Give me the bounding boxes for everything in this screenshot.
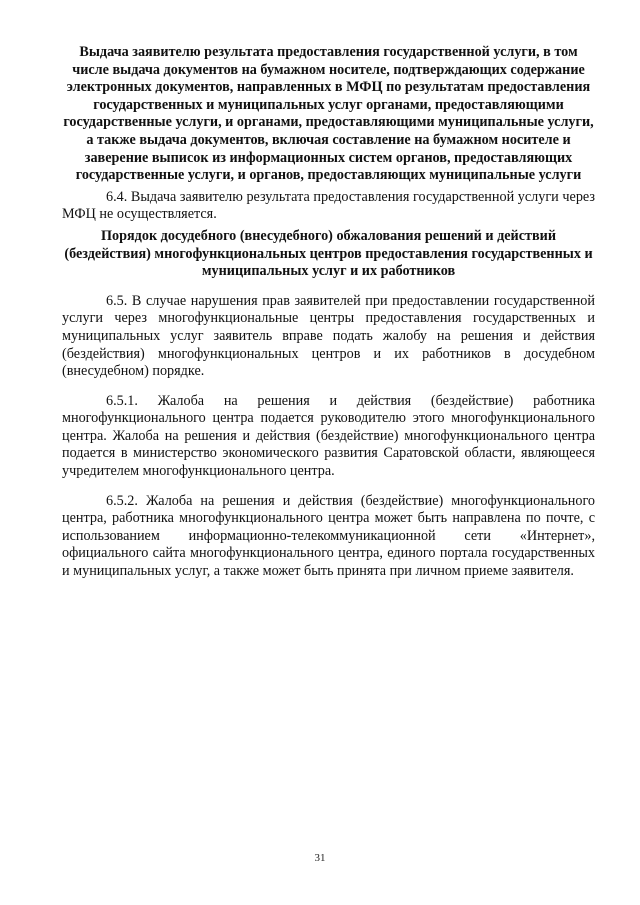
section-heading-result-issuance: Выдача заявителю результата предоставления государственной услуги, в том числе выдача документов на бумажном носителе, подтверждающих содержание электронных документов, направленных в МФЦ по результатам предоставления государственных и муниципальных услуг органами, предоставляющими государственные услуги, и органами, предоставляющими муниципальные услуги, а также выдача документов, включая составление на бумажном носителе и заверение выписок из информационных систем органов, предоставляющих государственные услуги, и органов, предоставляющих муниципальные услуги (63, 44, 594, 184)
paragraph-6-5-2: 6.5.2. Жалоба на решения и действия (бездействие) многофункционального центра, работника многофункционального центра может быть направлена по почте, с использованием информационно-телекоммуникационной сети «Интернет», официального сайта многофункционального центра, единого портала государственных и муниципальных услуг, а также может быть принята при личном приеме заявителя. (62, 492, 595, 580)
page-content (62, 44, 595, 581)
paragraph-6-4: 6.4. Выдача заявителю результата предоставления государственной услуги через МФЦ не осуществляется. (62, 188, 595, 223)
section-heading-appeal-procedure: Порядок досудебного (внесудебного) обжалования решений и действий (бездействия) многофункциональных центров предоставления государственных и муниципальных услуг и их работников (64, 227, 593, 280)
paragraph-6-5-1: 6.5.1. Жалоба на решения и действия (бездействие) работника многофункционального центра подается руководителю этого многофункционального центра. Жалоба на решения и действия (бездействие) многофункционального центра подается в министерство экономического развития Саратовской области, являющееся учредителем многофункционального центра. (62, 392, 595, 480)
paragraph-6-5: 6.5. В случае нарушения прав заявителей при предоставлении государственной услуги через многофункциональные центры предоставления государственных и муниципальных услуг заявитель вправе подать жалобу на решения и действия (бездействия) многофункциональных центров и их работников в досудебном (внесудебном) порядке. (62, 292, 595, 380)
page-number: 31 (314, 852, 326, 864)
